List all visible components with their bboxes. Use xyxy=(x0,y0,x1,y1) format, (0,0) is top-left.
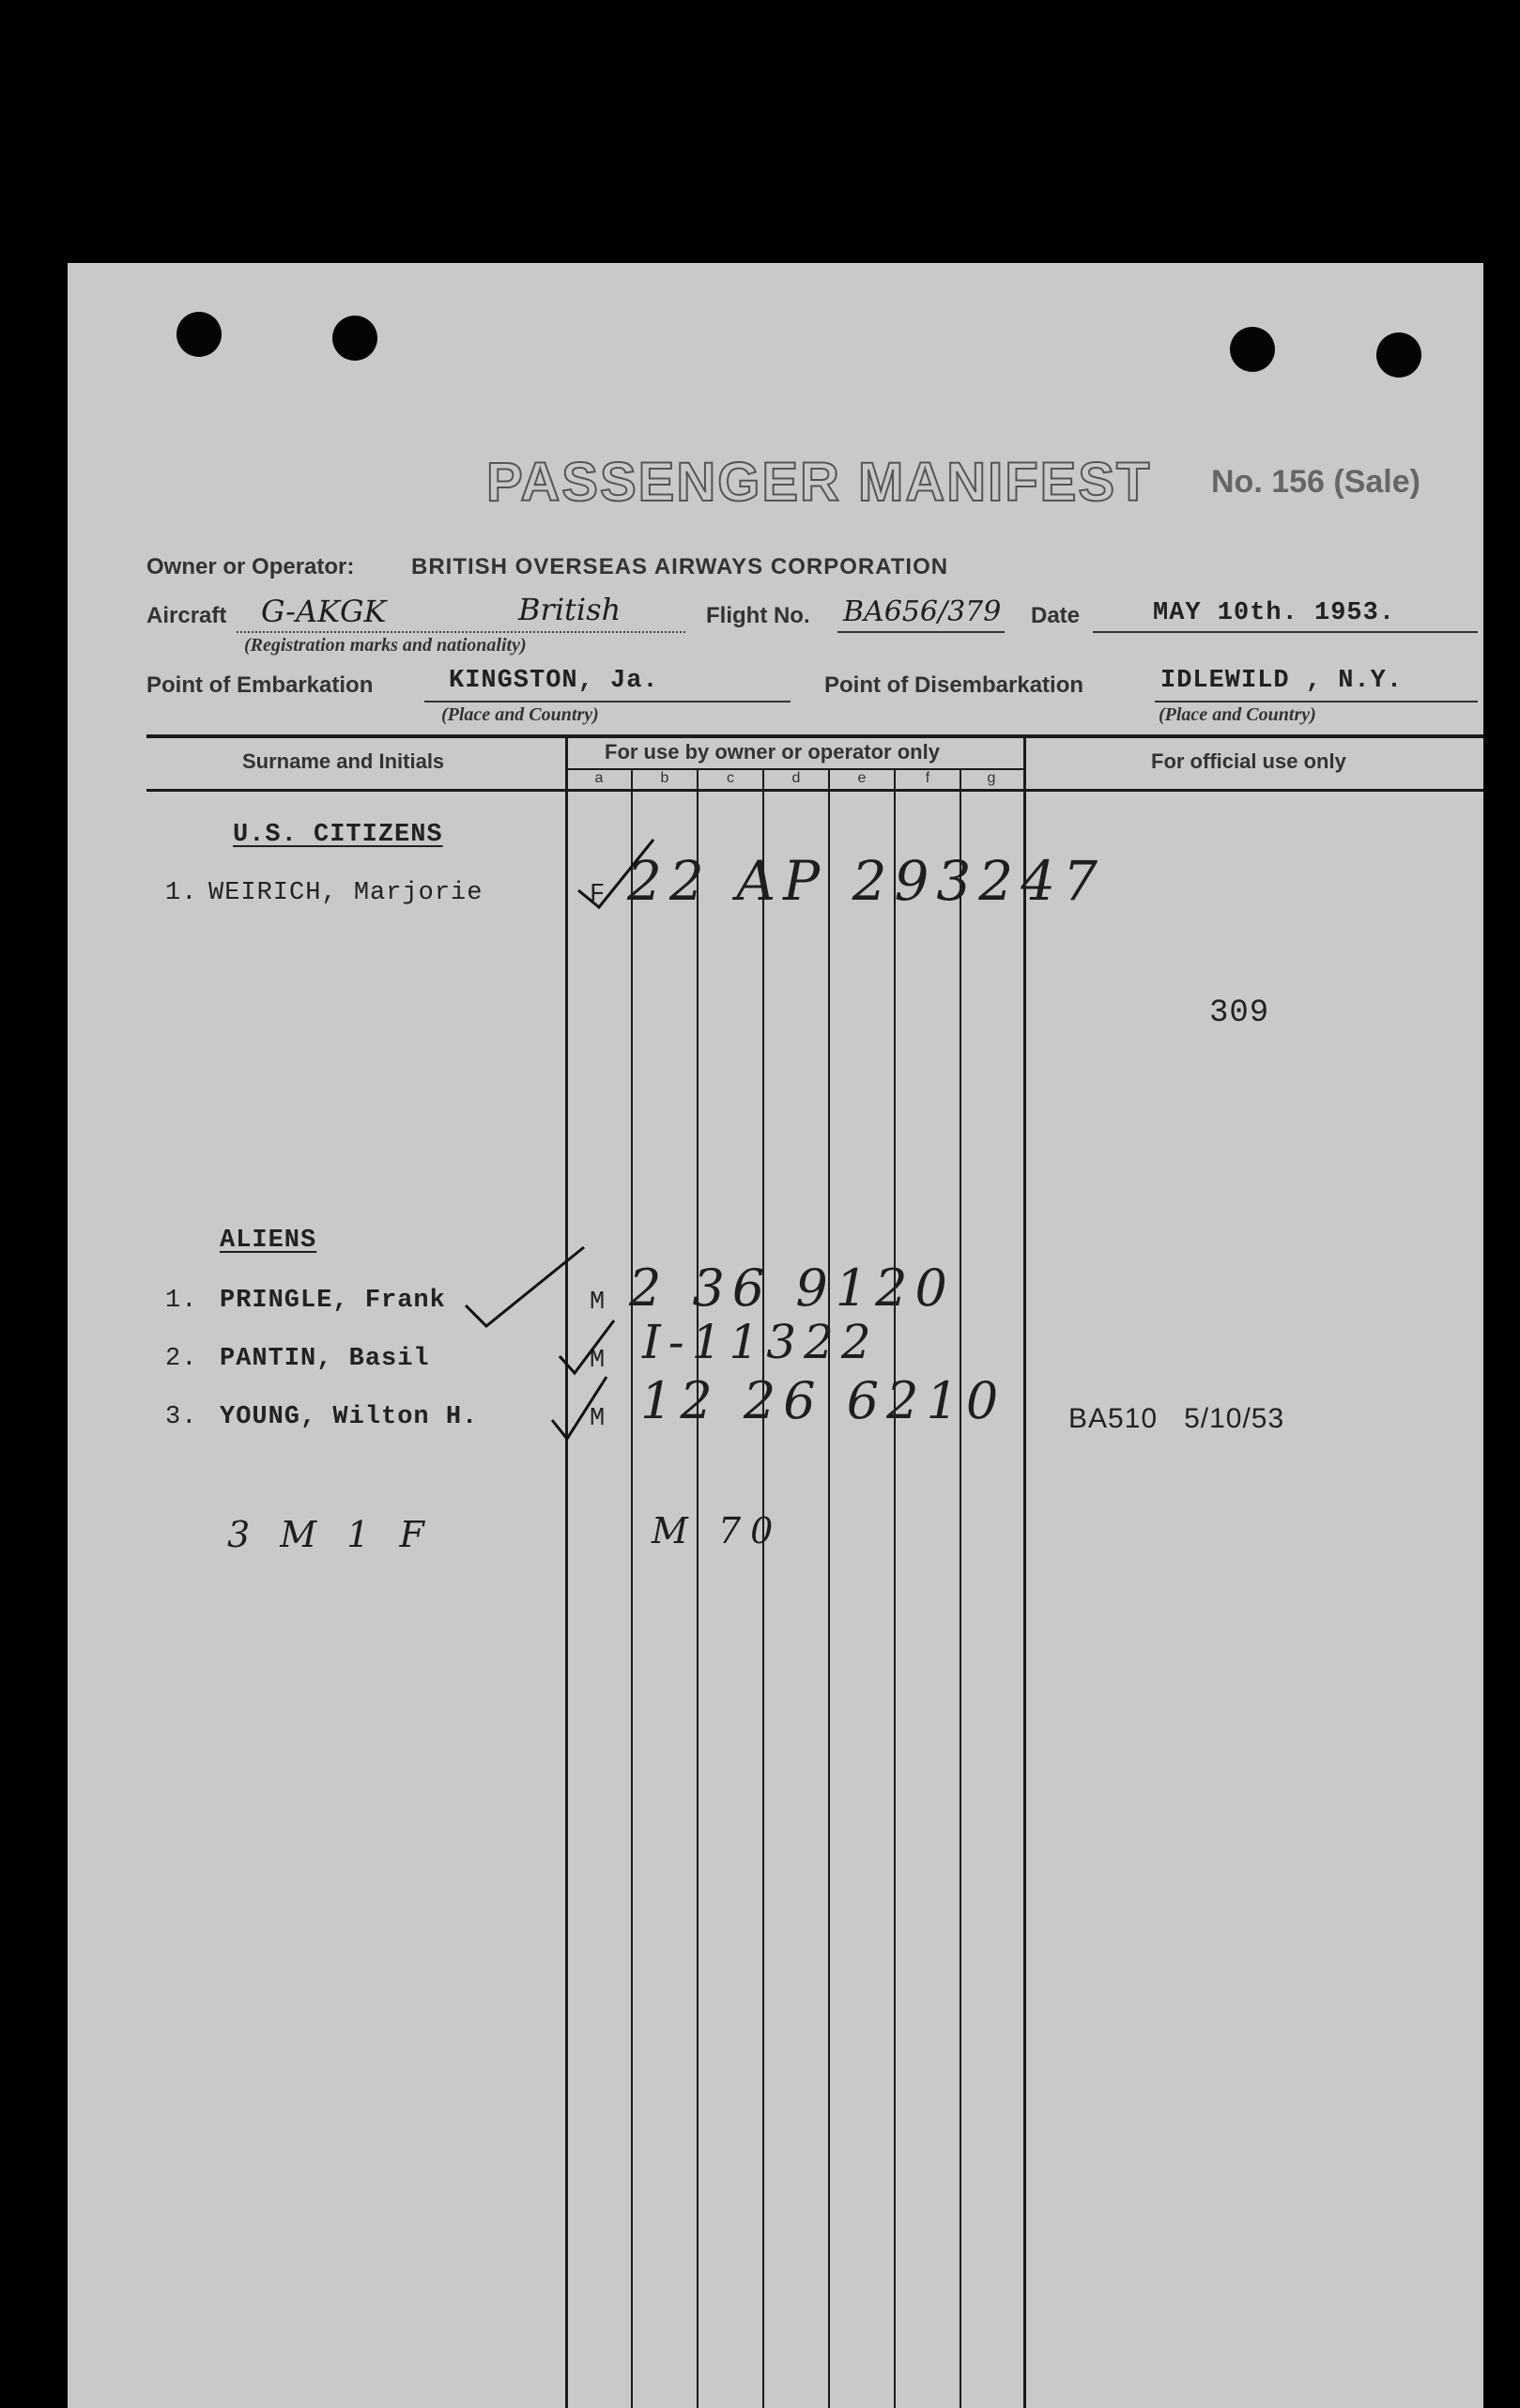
punch-hole-icon xyxy=(332,316,377,361)
official-use-header: For official use only xyxy=(1151,749,1346,773)
checkmark-icon xyxy=(548,1371,614,1446)
column-divider xyxy=(1023,734,1026,2408)
passenger-handwritten-number: I-11322 xyxy=(642,1315,879,1369)
column-divider xyxy=(894,768,896,2408)
form-number: No. 156 (Sale) xyxy=(1211,464,1420,500)
date-underline xyxy=(1093,631,1478,633)
passenger-handwritten-number: 2 36 9120 xyxy=(629,1258,955,1318)
date-label: Date xyxy=(1031,603,1081,628)
column-letter: d xyxy=(791,770,801,786)
column-letter: b xyxy=(660,770,669,786)
manifest-page xyxy=(68,263,1483,2408)
us-citizens-heading: U.S. CITIZENS xyxy=(233,821,443,849)
owner-value: BRITISH OVERSEAS AIRWAYS CORPORATION xyxy=(411,554,949,579)
passenger-number: 3. xyxy=(165,1403,198,1431)
passenger-sex: M xyxy=(590,1289,606,1317)
column-letter: g xyxy=(987,770,996,786)
passenger-name: WEIRICH, Marjorie xyxy=(208,879,484,907)
column-divider xyxy=(762,768,764,2408)
passenger-sex: M xyxy=(590,1347,606,1375)
column-letter: a xyxy=(594,770,604,786)
summary-total: M 70 xyxy=(652,1510,783,1551)
aircraft-underline xyxy=(237,631,685,633)
passenger-number: 1. xyxy=(165,1287,198,1315)
aircraft-sublabel: (Registration marks and nationality) xyxy=(244,635,527,656)
column-divider xyxy=(697,768,699,2408)
summary-count: 3 M 1 F xyxy=(227,1514,434,1555)
column-letter: c xyxy=(727,770,734,786)
column-letter: e xyxy=(857,770,867,786)
aircraft-value: G-AKGK xyxy=(261,594,387,629)
passenger-sex: M xyxy=(590,1405,606,1433)
flight-label: Flight No. xyxy=(706,603,810,628)
column-divider xyxy=(960,768,961,2408)
passenger-number: 2. xyxy=(165,1345,198,1373)
owner-use-header: For use by owner or operator only xyxy=(605,740,940,764)
punch-hole-icon xyxy=(1230,327,1275,372)
embarkation-underline xyxy=(424,701,791,702)
passenger-sex: F xyxy=(590,881,606,909)
embarkation-label: Point of Embarkation xyxy=(146,672,374,698)
surname-header: Surname and Initials xyxy=(242,749,445,773)
column-divider xyxy=(828,768,830,2408)
disembarkation-underline xyxy=(1155,701,1478,702)
flight-underline xyxy=(837,631,1005,633)
flight-value: BA656/379 xyxy=(843,595,1002,628)
passenger-name: PANTIN, Basil xyxy=(220,1345,430,1373)
passenger-number: 1. xyxy=(165,879,198,907)
passenger-name: PRINGLE, Frank xyxy=(220,1287,446,1315)
column-letter: f xyxy=(925,770,930,786)
disembarkation-value: IDLEWILD , N.Y. xyxy=(1160,667,1404,695)
aircraft-label: Aircraft xyxy=(146,603,227,628)
official-stamp: BA510 5/10/53 xyxy=(1068,1403,1285,1434)
passenger-handwritten-number: 12 26 6210 xyxy=(640,1371,1006,1430)
punch-hole-icon xyxy=(1376,332,1421,378)
embarkation-value: KINGSTON, Ja. xyxy=(449,667,659,695)
passenger-handwritten-number: 22 AP 293247 xyxy=(627,849,1105,913)
table-top-border xyxy=(146,734,1483,738)
official-number: 309 xyxy=(1209,996,1270,1031)
aliens-heading: ALIENS xyxy=(220,1227,317,1255)
passenger-name: YOUNG, Wilton H. xyxy=(220,1403,479,1431)
embarkation-sublabel: (Place and Country) xyxy=(441,704,599,725)
owner-label: Owner or Operator: xyxy=(146,554,355,579)
disembarkation-sublabel: (Place and Country) xyxy=(1159,704,1316,725)
column-divider xyxy=(565,734,568,2408)
date-value: MAY 10th. 1953. xyxy=(1153,599,1396,627)
punch-hole-icon xyxy=(177,312,222,357)
page-title: PASSENGER MANIFEST xyxy=(486,452,1152,513)
aircraft-nationality: British xyxy=(518,592,622,627)
column-divider xyxy=(631,768,633,2408)
disembarkation-label: Point of Disembarkation xyxy=(824,672,1084,698)
table-header-border xyxy=(146,789,1483,792)
checkmark-icon xyxy=(575,836,659,911)
